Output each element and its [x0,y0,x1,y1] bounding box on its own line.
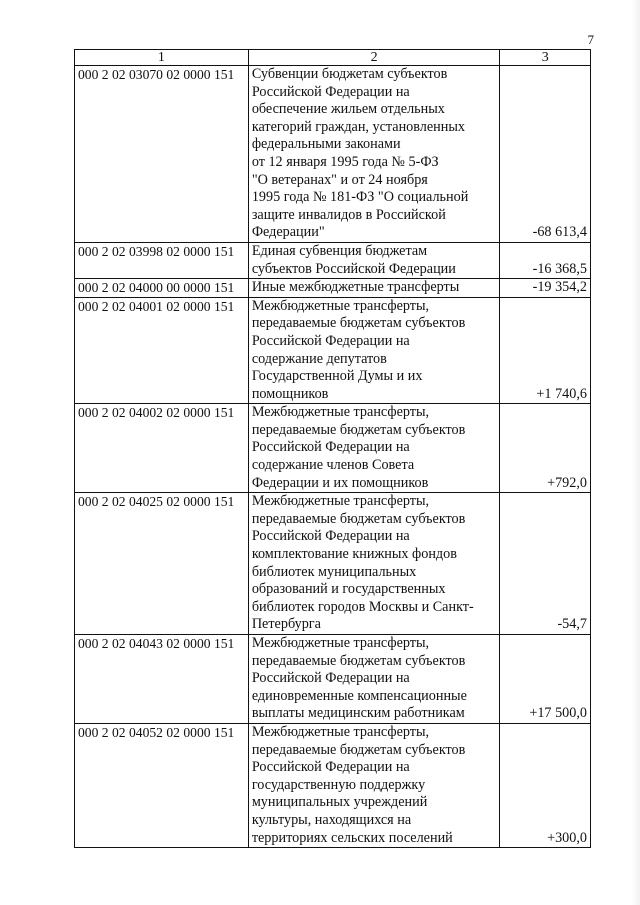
row-amount: -54,7 [500,493,591,635]
budget-code: 000 2 02 04025 02 0000 151 [75,493,249,635]
budget-code: 000 2 02 03998 02 0000 151 [75,242,249,278]
budget-code: 000 2 02 04001 02 0000 151 [75,297,249,404]
budget-code: 000 2 02 04000 00 0000 151 [75,279,249,298]
row-amount: -19 354,2 [500,279,591,298]
row-description: Межбюджетные трансферты, передаваемые бюджетам субъектов Российской Федерации на государственную поддержку муниципальных учреждений культуры, находящихся на территориях сельских поселений [248,723,500,847]
row-description: Единая субвенция бюджетам субъектов Российской Федерации [248,242,500,278]
row-amount: +17 500,0 [500,635,591,724]
row-amount: +300,0 [500,723,591,847]
table-header-row [75,50,591,66]
row-description: Иные межбюджетные трансферты [248,279,500,298]
table-row [75,404,591,493]
budget-table [74,49,591,848]
row-amount: -16 368,5 [500,242,591,278]
table-row [75,493,591,635]
row-description: Межбюджетные трансферты, передаваемые бюджетам субъектов Российской Федерации на единовременные компенсационные выплаты медицинским работникам [248,635,500,724]
row-amount: +1 740,6 [500,297,591,404]
table-row [75,635,591,724]
table-row [75,723,591,847]
budget-code: 000 2 02 04052 02 0000 151 [75,723,249,847]
column-header-description: 2 [248,50,500,66]
row-amount: -68 613,4 [500,66,591,243]
table-row [75,66,591,243]
budget-code: 000 2 02 03070 02 0000 151 [75,66,249,243]
column-header-amount: 3 [500,50,591,66]
budget-code: 000 2 02 04002 02 0000 151 [75,404,249,493]
row-description: Субвенции бюджетам субъектов Российской Федерации на обеспечение жильем отдельных категорий граждан, установленных федеральными законами от 12 января 1995 года № 5-ФЗ "О ветеранах" и от 24 ноября 1995 года № 181-ФЗ "О социальной защите инвалидов в Российской Федерации" [248,66,500,243]
scan-edge-shadow [632,0,640,905]
row-description: Межбюджетные трансферты, передаваемые бюджетам субъектов Российской Федерации на содержание членов Совета Федерации и их помощников [248,404,500,493]
page-number: 7 [587,32,594,47]
row-description: Межбюджетные трансферты, передаваемые бюджетам субъектов Российской Федерации на содержание депутатов Государственной Думы и их помощников [248,297,500,404]
row-amount: +792,0 [500,404,591,493]
table-row [75,297,591,404]
column-header-code: 1 [75,50,249,66]
budget-code: 000 2 02 04043 02 0000 151 [75,635,249,724]
row-description: Межбюджетные трансферты, передаваемые бюджетам субъектов Российской Федерации на комплектование книжных фондов библиотек муниципальных образований и государственных библиотек городов Москвы и Санкт- Петербурга [248,493,500,635]
table-row [75,279,591,298]
table-row [75,242,591,278]
